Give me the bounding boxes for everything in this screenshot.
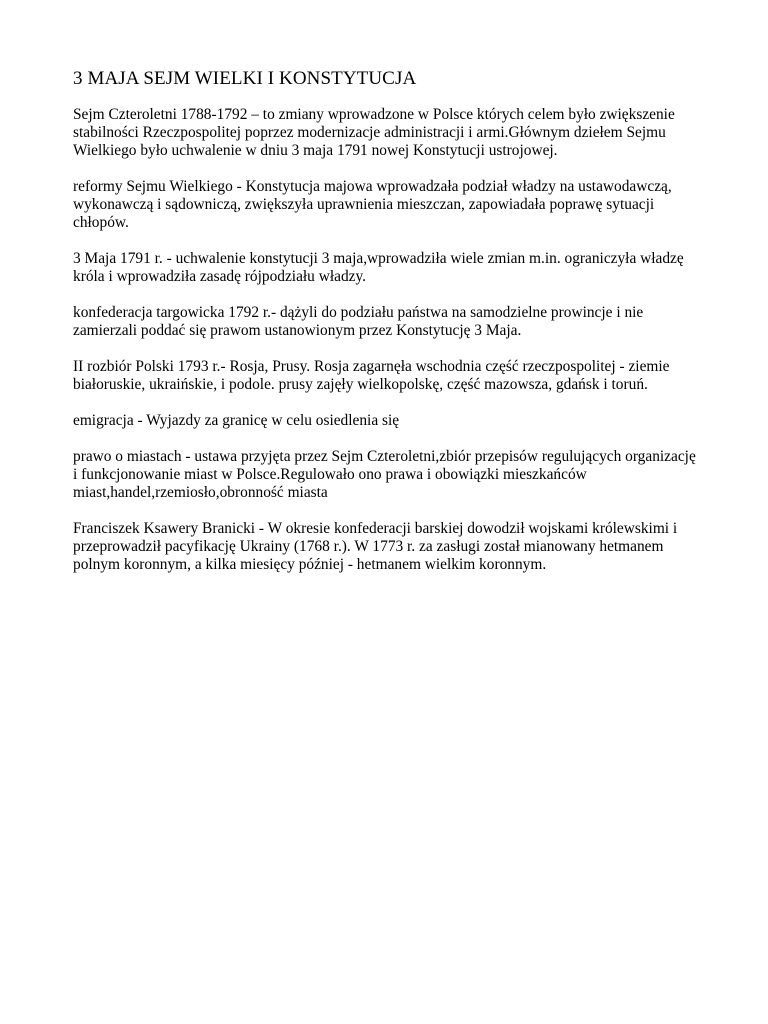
paragraph-emigracja: emigracja - Wyjazdy za granicę w celu osiedlenia się	[73, 412, 400, 429]
paragraph-sejm-czteroletni: Sejm Czteroletni 1788-1792 – to zmiany wprowadzone w Polsce których celem było zwiększenie stabilności Rzeczpospolitej poprzez modernizacje administracji i armi.Głównym dziełem Sejmu Wielkiego było uchwalenie w dniu 3 maja 1791 nowej Konstytucji ustrojowej.	[73, 106, 675, 159]
paragraph-reformy: reformy Sejmu Wielkiego - Konstytucja majowa wprowadzała podział władzy na ustawodawczą, wykonawczą i sądowniczą, zwiększyła uprawnienia mieszczan, zapowiadała poprawę sytuacji chłopów.	[73, 178, 672, 231]
document-title: 3 MAJA SEJM WIELKI I KONSTYTUCJA	[73, 68, 417, 89]
paragraph-prawo-o-miastach: prawo o miastach - ustawa przyjęta przez Sejm Czteroletni,zbiór przepisów regulujących organizację i funkcjonowanie miast w Polsce.Regulowało ono prawa i obowiązki mieszkańców miast,handel,rzemiosło,obronność miasta	[73, 448, 696, 501]
paragraph-branicki: Franciszek Ksawery Branicki - W okresie konfederacji barskiej dowodził wojskami królewskimi i przeprowadził pacyfikację Ukrainy (1768 r.). W 1773 r. za zasługi został mianowany hetmanem polnym koronnym, a kilka miesięcy później - hetmanem wielkim koronnym.	[73, 520, 678, 573]
paragraph-3-maja: 3 Maja 1791 r. - uchwalenie konstytucji 3 maja,wprowadziła wiele zmian m.in. ograniczyła władzę króla i wprowadziła zasadę rójpodziału władzy.	[73, 250, 684, 285]
paragraph-targowica: konfederacja targowicka 1792 r.- dążyli do podziału państwa na samodzielne prowincje i nie zamierzali poddać się prawom ustanowionym przez Konstytucję 3 Maja.	[73, 304, 644, 339]
document-page	[73, 66, 703, 592]
paragraph-ii-rozbior: II rozbiór Polski 1793 r.- Rosja, Prusy. Rosja zagarnęła wschodnia część rzeczpospolitej - ziemie białoruskie, ukraińskie, i podole. prusy zajęły wielkopolskę, część mazowsza, gdańsk i toruń.	[73, 358, 670, 393]
